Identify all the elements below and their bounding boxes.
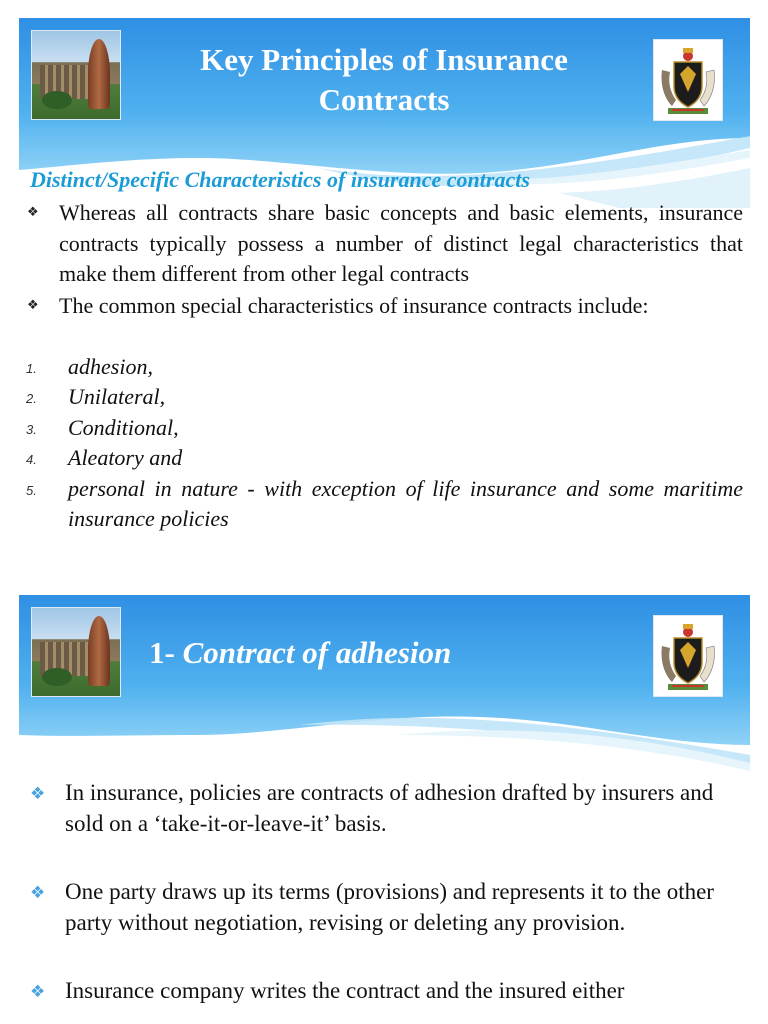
slide-header: [19, 595, 750, 785]
campus-photo: [31, 30, 121, 120]
university-crest-logo: [653, 39, 723, 121]
university-crest-logo: [653, 615, 723, 697]
list-item: [19, 474, 743, 535]
blue-diamond-bullet-icon: ❖: [30, 883, 46, 903]
item-text: Aleatory and: [68, 445, 183, 471]
bullet-text: In insurance, policies are contracts of adhesion drafted by insurers and sold on a ‘take-it-or-leave-it’ basis.: [65, 780, 714, 836]
bullet-text: Whereas all contracts share basic concepts and basic elements, insurance contracts typically possess a number of distinct legal characteristics that make them different from other legal contracts: [59, 200, 743, 286]
slide-title: [129, 40, 639, 120]
item-text: Unilateral,: [68, 384, 166, 410]
list-item: [19, 413, 743, 443]
diamond-bullet-icon: ❖: [27, 297, 39, 313]
slide-1: [19, 18, 750, 558]
campus-photo: [31, 607, 121, 697]
title-line-2: Contracts: [318, 82, 450, 117]
list-item: [19, 778, 731, 839]
title-line-1: Key Principles of Insurance: [200, 42, 568, 77]
slide-title: [149, 633, 659, 673]
list-item: [19, 877, 731, 938]
title-number: 1-: [149, 635, 183, 670]
item-text: adhesion,: [68, 354, 153, 379]
section-subtitle: Distinct/Specific Characteristics of insurance contracts: [30, 167, 530, 192]
item-number: 5.: [26, 482, 37, 498]
blue-diamond-bullet-icon: ❖: [30, 784, 46, 804]
slide-2: [19, 595, 750, 1024]
item-number: 4.: [26, 452, 37, 468]
list-item: [19, 382, 743, 412]
bullet-list: [19, 198, 743, 321]
diamond-bullet-icon: ❖: [27, 205, 39, 220]
item-text: personal in nature - with exception of life insurance and some maritime insurance policies: [68, 475, 743, 532]
header-wave-background: [19, 595, 750, 785]
list-item: [19, 291, 743, 322]
list-item: [19, 352, 743, 382]
bullet-text: One party draws up its terms (provisions) and represents it to the other party without negotiation, revising or deleting any provision.: [65, 879, 714, 935]
item-number: 3.: [26, 421, 37, 437]
bullet-text: Insurance company writes the contract and the insured either: [65, 978, 625, 1003]
item-text: Conditional,: [68, 414, 179, 440]
list-item: [19, 198, 743, 290]
characteristics-list: [19, 352, 743, 534]
item-number: 2.: [26, 391, 37, 407]
bullet-list: [19, 778, 731, 1024]
blue-diamond-bullet-icon: ❖: [30, 982, 46, 1002]
list-item: [19, 443, 743, 473]
title-text: Contract of adhesion: [182, 635, 452, 670]
list-item: [19, 976, 731, 1007]
item-number: 1.: [26, 361, 37, 376]
bullet-text: The common special characteristics of insurance contracts include:: [59, 292, 649, 318]
